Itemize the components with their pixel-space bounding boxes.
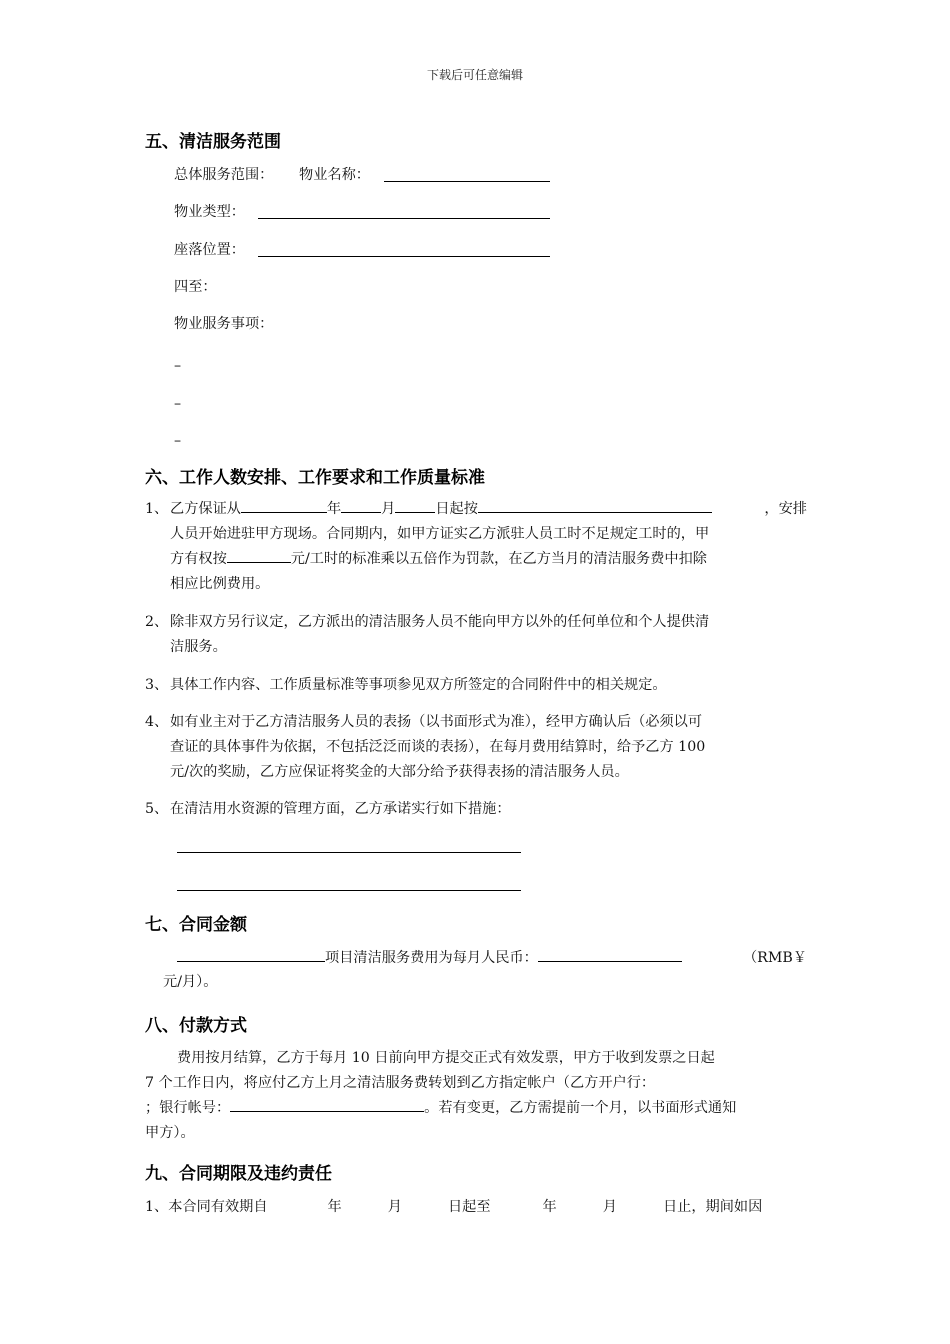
day-label: 日起至: [447, 1199, 491, 1215]
day-label: 日起按: [435, 501, 478, 517]
account-number-blank[interactable]: [230, 1097, 424, 1112]
service-matter-dash: –: [174, 396, 182, 412]
clause-number: 1、: [145, 501, 169, 517]
section-5-title: 五、清洁服务范围: [145, 132, 281, 152]
clause-number: 4、: [145, 714, 169, 730]
location-label: 座落位置：: [174, 242, 245, 258]
service-matters-label: 物业服务事项：: [174, 316, 274, 332]
clause-6-3: [145, 673, 807, 698]
payment-text: ；银行帐号：: [145, 1100, 231, 1116]
clause-number: 1、: [145, 1199, 169, 1215]
month-label: 月: [387, 1199, 402, 1215]
payment-text: 。若有变更，乙方需提前一个月，以书面形式通知: [424, 1100, 737, 1116]
amount-text: （RMB￥: [742, 950, 807, 966]
service-matter-dash: –: [174, 433, 182, 449]
clause-number: 5、: [145, 801, 169, 817]
property-name-blank[interactable]: [384, 181, 550, 182]
property-type-label: 物业类型：: [174, 204, 245, 220]
monthly-fee-blank[interactable]: [538, 947, 682, 962]
payment-account-line: [145, 1096, 807, 1121]
service-matter-dash: –: [174, 358, 182, 374]
payment-text: 7 个工作日内，将应付乙方上月之清洁服务费转划到乙方指定帐户（乙方开户行：: [145, 1075, 656, 1091]
page-header-note: 下载后可任意编辑: [426, 68, 523, 82]
clause-number: 2、: [145, 614, 169, 630]
year-label: 年: [542, 1199, 557, 1215]
section-6-title: 六、工作人数安排、工作要求和工作质量标准: [145, 468, 485, 488]
clause-text: 如有业主对于乙方清洁服务人员的表扬（以书面形式为准），经甲方确认后（必须以可: [170, 714, 703, 730]
location-blank[interactable]: [258, 256, 550, 257]
arrangement-blank[interactable]: [478, 498, 712, 513]
clause-6-4: [145, 710, 807, 785]
clause-number: 3、: [145, 677, 169, 693]
rate-blank[interactable]: [227, 548, 291, 563]
clause-text: 相应比例费用。: [170, 576, 270, 592]
property-name-label: 物业名称：: [299, 167, 370, 183]
clause-6-1: [145, 497, 807, 597]
clause-text: 元/次的奖励，乙方应保证将奖金的大部分给予获得表扬的清洁服务人员。: [170, 764, 629, 780]
month-label: 月: [602, 1199, 617, 1215]
month-blank[interactable]: [341, 498, 381, 513]
clause-text: 查证的具体事件为依据，不包括泛泛而谈的表扬），在每月费用结算时，给予乙方 100: [170, 739, 706, 755]
measure-blank-2[interactable]: [177, 890, 521, 891]
clause-text: 日止，期间如因: [662, 1199, 763, 1215]
payment-text: 费用按月结算，乙方于每月 10 日前向甲方提交正式有效发票，甲方于收到发票之日起: [177, 1050, 715, 1066]
year-label: 年: [326, 501, 342, 517]
clause-9-1: [145, 1195, 807, 1220]
measure-blank-1[interactable]: [177, 852, 521, 853]
boundary-label: 四至：: [174, 279, 217, 295]
clause-text: 在清洁用水资源的管理方面，乙方承诺实行如下措施：: [170, 801, 511, 817]
clause-6-2: [145, 610, 807, 660]
day-blank[interactable]: [395, 498, 435, 513]
year-blank[interactable]: [241, 498, 327, 513]
clause-text: 人员开始进驻甲方现场。合同期内，如甲方证实乙方派驻人员工时不足规定工时的，甲: [170, 526, 710, 542]
section-8-title: 八、付款方式: [145, 1016, 247, 1036]
month-label: 月: [381, 501, 396, 517]
clause-text: 元/工时的标准乘以五倍作为罚款，在乙方当月的清洁服务费中扣除: [290, 551, 707, 567]
scope-label: 总体服务范围：: [174, 167, 274, 183]
section-7-title: 七、合同金额: [145, 915, 247, 935]
clause-text: 具体工作内容、工作质量标准等事项参见双方所签定的合同附件中的相关规定。: [170, 677, 667, 693]
section-9-title: 九、合同期限及违约责任: [145, 1164, 332, 1184]
clause-text: 除非双方另行议定，乙方派出的清洁服务人员不能向甲方以外的任何单位和个人提供清: [170, 614, 710, 630]
clause-text: 乙方保证从: [170, 501, 241, 517]
clause-text: 本合同有效期自: [168, 1199, 268, 1215]
clause-6-5: [145, 797, 807, 822]
amount-text: 元/月）。: [163, 974, 218, 990]
clause-text: 方有权按: [170, 551, 227, 567]
amount-text: 项目清洁服务费用为每月人民币：: [325, 950, 538, 966]
contract-amount-line: [177, 946, 807, 971]
year-label: 年: [327, 1199, 342, 1215]
clause-text: ，安排: [764, 501, 807, 517]
payment-text: 甲方）。: [145, 1125, 195, 1141]
project-name-blank[interactable]: [177, 947, 325, 962]
clause-text: 洁服务。: [170, 639, 227, 655]
property-type-blank[interactable]: [258, 218, 550, 219]
